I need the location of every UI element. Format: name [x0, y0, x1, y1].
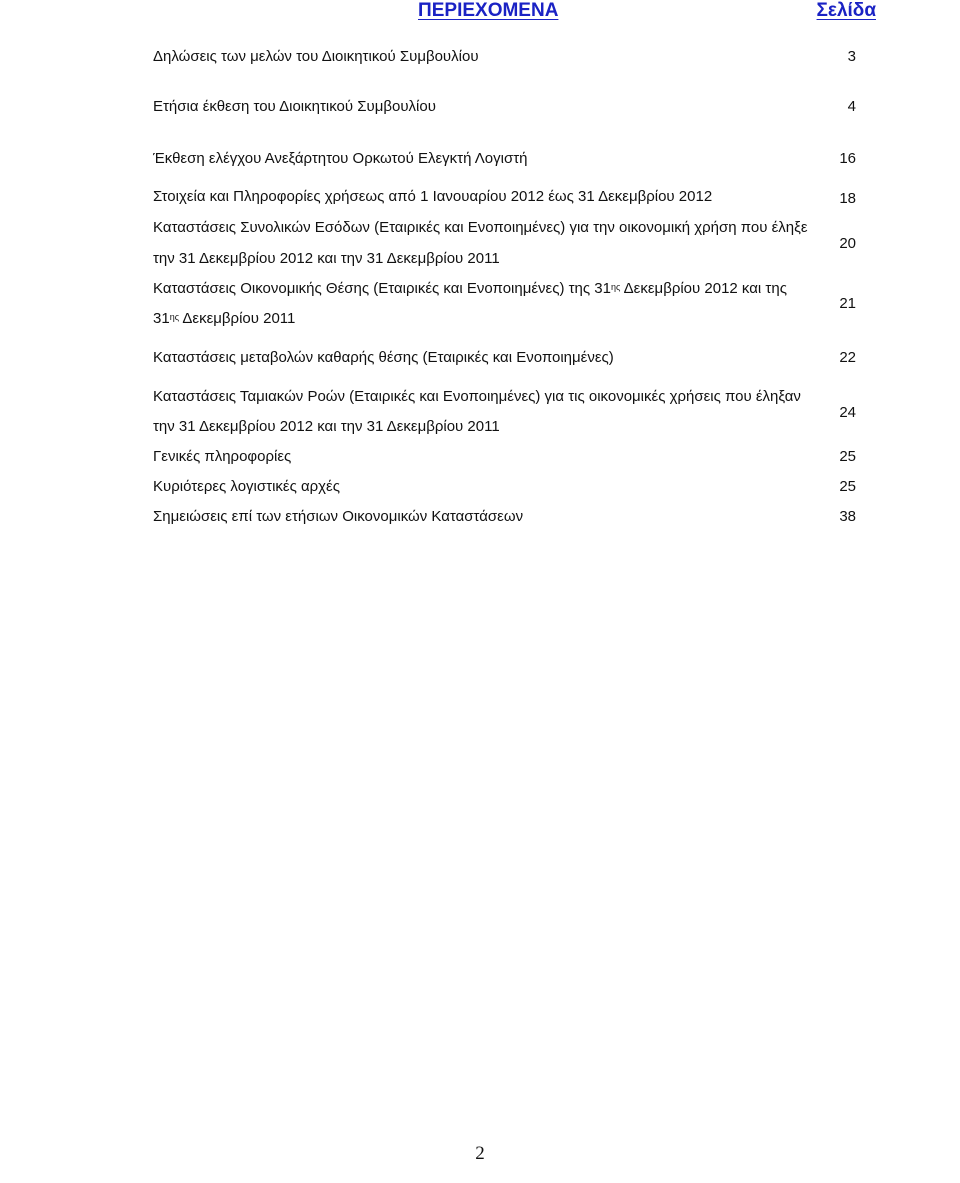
page-column-header: Σελίδα — [816, 0, 876, 21]
toc-entry-text: Δεκεμβρίου 2012 και της — [620, 280, 787, 297]
toc-page-number: 16 — [839, 150, 856, 167]
toc-entry-financial-position[interactable] — [153, 280, 787, 298]
page-number: 2 — [475, 1143, 485, 1164]
toc-page-number: 20 — [839, 235, 856, 252]
toc-page-number: 3 — [847, 48, 856, 65]
toc-entry-annual-report[interactable]: Ετήσια έκθεση του Διοικητικού Συμβουλίου — [153, 98, 436, 115]
toc-entry-accounting-principles[interactable]: Κυριότερες λογιστικές αρχές — [153, 478, 340, 495]
toc-entry-cash-flows[interactable]: Καταστάσεις Ταμιακών Ροών (Εταιρικές και Ενοποιημένες) για τις οικονομικές χρήσεις που έληξαν — [153, 388, 801, 405]
toc-entry-comprehensive-income-cont[interactable]: την 31 Δεκεμβρίου 2012 και την 31 Δεκεμβρίου 2011 — [153, 250, 500, 267]
toc-entry-text: 31 — [153, 310, 170, 327]
toc-entry-text: Δεκεμβρίου 2011 — [179, 310, 296, 327]
toc-page-number: 4 — [847, 98, 856, 115]
toc-entry-financial-position-cont[interactable] — [153, 310, 295, 328]
toc-page-number: 21 — [839, 295, 856, 312]
toc-page-number: 18 — [839, 190, 856, 207]
toc-title: ΠΕΡΙΕΧΟΜΕΝΑ — [418, 0, 559, 21]
toc-page-number: 38 — [839, 508, 856, 525]
toc-entry-comprehensive-income[interactable]: Καταστάσεις Συνολικών Εσόδων (Εταιρικές και Ενοποιημένες) για την οικονομική χρήση που έληξε — [153, 219, 808, 236]
toc-page-number: 25 — [839, 478, 856, 495]
toc-page-number: 22 — [839, 349, 856, 366]
toc-page-number: 25 — [839, 448, 856, 465]
toc-entry-equity-changes[interactable]: Καταστάσεις μεταβολών καθαρής θέσης (Εταιρικές και Ενοποιημένες) — [153, 349, 614, 366]
toc-entry-cash-flows-cont[interactable]: την 31 Δεκεμβρίου 2012 και την 31 Δεκεμβρίου 2011 — [153, 418, 500, 435]
toc-entry-declarations[interactable]: Δηλώσεις των μελών του Διοικητικού Συμβουλίου — [153, 48, 479, 65]
superscript: ης — [169, 312, 180, 322]
toc-entry-notes[interactable]: Σημειώσεις επί των ετήσιων Οικονομικών Καταστάσεων — [153, 508, 524, 525]
toc-page-number: 24 — [839, 404, 856, 421]
toc-entry-text: Καταστάσεις Οικονομικής Θέσης (Εταιρικές και Ενοποιημένες) της 31 — [153, 280, 611, 297]
toc-entry-financial-info[interactable]: Στοιχεία και Πληροφορίες χρήσεως από 1 Ιανουαρίου 2012 έως 31 Δεκεμβρίου 2012 — [153, 188, 713, 205]
toc-entry-general-info[interactable]: Γενικές πληροφορίες — [153, 448, 292, 465]
superscript: ης — [610, 282, 621, 292]
toc-entry-audit-report[interactable]: Έκθεση ελέγχου Ανεξάρτητου Ορκωτού Ελεγκτή Λογιστή — [153, 150, 528, 167]
